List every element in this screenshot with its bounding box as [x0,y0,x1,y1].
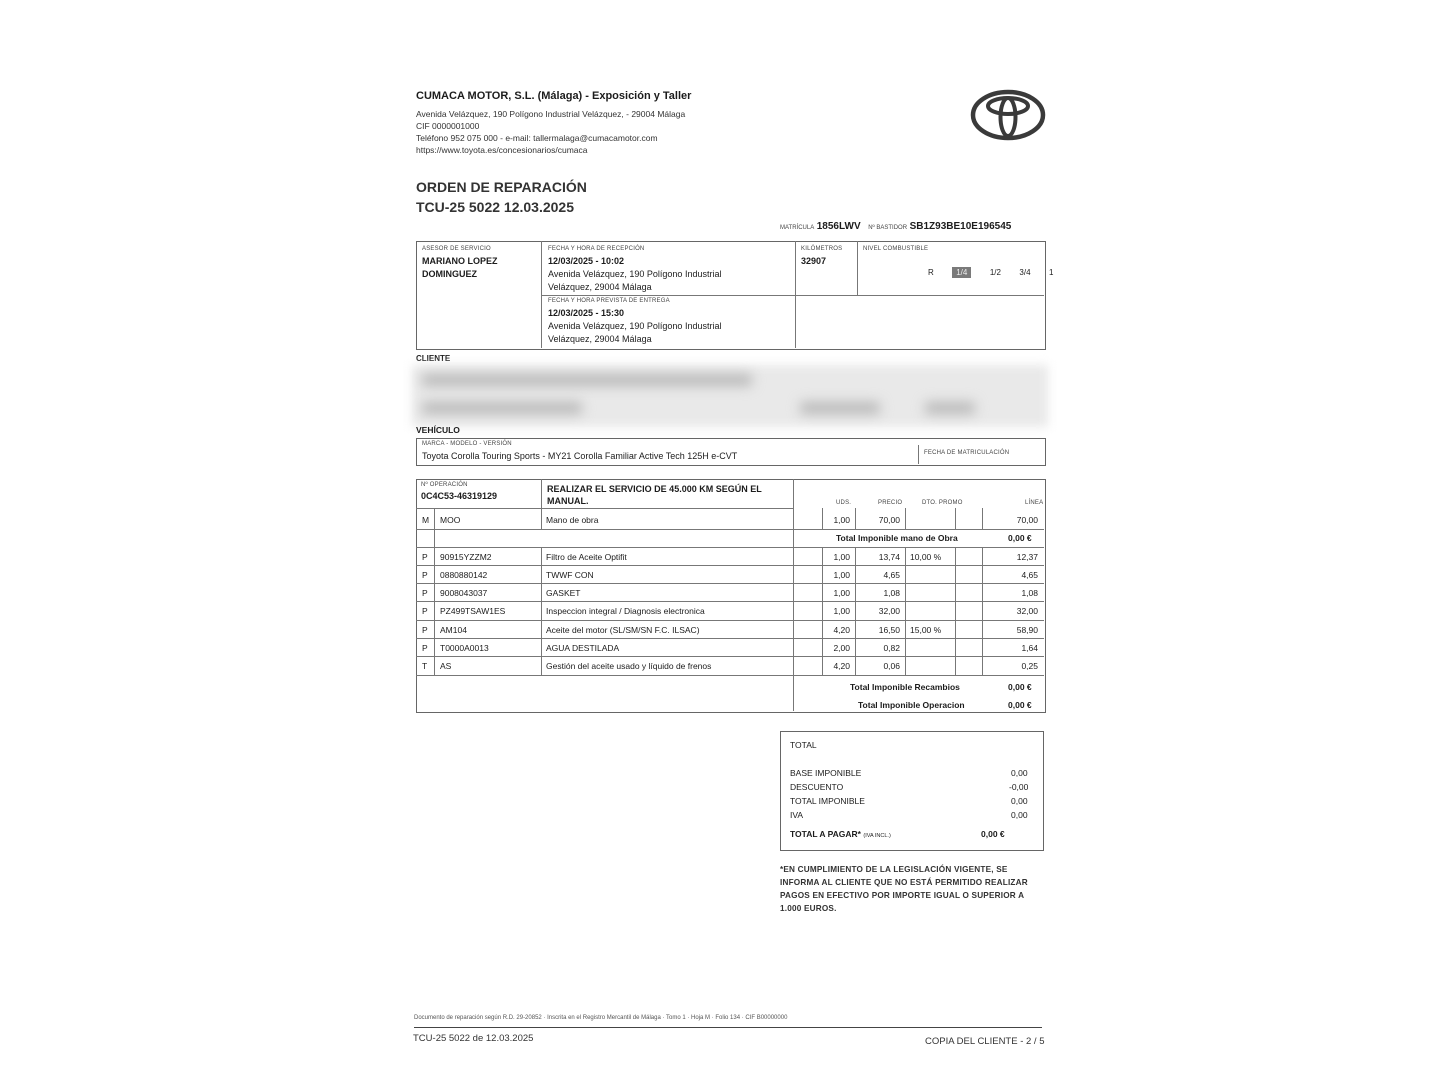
col-header-qty: UDS. [836,500,852,506]
grand-total-label [790,829,891,839]
row-total: 58,90 [1016,625,1038,635]
footer-divider [414,1027,1042,1028]
row-type: T [422,661,428,671]
table-row [416,657,1046,675]
vin-label: Nº BASTIDOR [868,225,908,231]
col-header-line: LÍNEA [1025,500,1044,506]
totals-box [780,731,1044,851]
contact-line: Teléfono 952 075 000 - e-mail: tallermalaga@cumacamotor.com [416,133,658,143]
row-qty: 2,00 [833,643,850,653]
row-total: 12,37 [1016,552,1038,562]
row-price: 1,08 [883,588,900,598]
row-price: 4,65 [883,570,900,580]
delivery-datetime: 12/03/2025 - 15:30 [548,308,625,318]
operation-number-label: Nº OPERACIÓN [421,482,468,488]
totals-title: TOTAL [790,740,817,750]
labor-row [416,511,1046,529]
km-label: KILÓMETROS [801,246,843,252]
row-description: Inspeccion integral / Diagnosis electronica [546,606,705,616]
row-code: MOO [440,515,461,525]
row-price: 0,82 [883,643,900,653]
table-row [416,639,1046,657]
row-qty: 1,00 [833,588,850,598]
delivery-label: FECHA Y HORA PREVISTA DE ENTREGA [548,298,670,304]
table-row [416,584,1046,602]
totals-taxable-label: TOTAL IMPONIBLE [790,796,865,806]
row-price: 32,00 [878,606,900,616]
row-description: Filtro de Aceite Optifit [546,552,627,562]
reception-datetime: 12/03/2025 - 10:02 [548,256,625,266]
footer-legal-text: Documento de reparación según R.D. 29-20852 · Inscrita en el Registro Mercantil de Málaga · Tomo 1 · Hoja M · Folio 134 · CIF B00000000 [414,1015,788,1021]
table-row [416,602,1046,620]
row-discount: 15,00 % [910,625,942,635]
table-row [416,566,1046,584]
footer-reference: TCU-25 5022 de 12.03.2025 [413,1033,534,1044]
row-price: 0,06 [883,661,900,671]
totals-base-label: BASE IMPONIBLE [790,768,862,778]
operation-number: 0C4C53-46319129 [421,491,498,501]
row-type: P [422,625,428,635]
footer-copy-indicator: COPIA DEL CLIENTE - 2 / 5 [925,1036,1045,1047]
row-code: 9008043037 [440,588,488,598]
row-code: AS [440,661,452,671]
vin-number: SB1Z93BE10E196545 [909,221,1012,232]
col-header-price: PRECIO [878,500,903,506]
km-value: 32907 [801,256,827,266]
row-qty: 4,20 [833,625,850,635]
grand-total-value: 0,00 € [981,829,1005,839]
document-number: TCU-25 5022 12.03.2025 [416,199,574,215]
row-description: Gestión del aceite usado y líquido de frenos [546,661,712,671]
row-description: Aceite del motor (SL/SM/SN F.C. ILSAC) [546,625,700,635]
reception-address-2: Velázquez, 29004 Málaga [548,282,652,292]
row-description: Mano de obra [546,515,599,525]
row-code: 90915YZZM2 [440,552,492,562]
row-code: 0880880142 [440,570,488,580]
row-type: P [422,570,428,580]
row-total: 1,64 [1021,643,1038,653]
advisor-name: MARIANO LOPEZ DOMINGUEZ [422,256,498,279]
row-total: 32,00 [1016,606,1038,616]
vehicle-identifiers [780,221,1011,232]
operation-total-value: 0,00 € [1008,700,1032,710]
client-redacted-line [422,402,582,414]
totals-taxable-value: 0,00 [1011,796,1028,806]
advisor-label: ASESOR DE SERVICIO [422,246,491,252]
fuel-level-quarter-selected: 1/4 [952,267,971,278]
company-name: CUMACA MOTOR, S.L. (Málaga) - Exposición y Taller [416,90,692,102]
table-row [416,548,1046,566]
row-code: T0000A0013 [440,643,489,653]
row-type: P [422,643,428,653]
operation-description: REALIZAR EL SERVICIO DE 45.000 KM SEGÚN EL MANUAL. [547,484,762,506]
fuel-label: NIVEL COMBUSTIBLE [863,246,929,252]
fuel-level-full: 1 [1048,268,1054,277]
row-qty: 1,00 [833,552,850,562]
cash-payment-notice: *EN CUMPLIMIENTO DE LA LEGISLACIÓN VIGENTE, SE INFORMA AL CLIENTE QUE NO ESTÁ PERMITIDO REALIZAR PAGOS EN EFECTIVO POR IMPORTE IGUAL O SUPERIOR A 1.000 EUROS. [780,865,1028,913]
delivery-address-1: Avenida Velázquez, 190 Polígono Industrial [548,321,722,331]
row-qty: 4,20 [833,661,850,671]
plate-number: 1856LWV [816,221,861,232]
reception-label: FECHA Y HORA DE RECEPCIÓN [548,246,645,252]
labor-total-value: 0,00 € [1008,533,1032,543]
totals-discount-label: DESCUENTO [790,782,844,792]
vehicle-model-label: MARCA - MODELO - VERSIÓN [422,441,512,447]
row-total: 1,08 [1021,588,1038,598]
operation-total-label: Total Imponible Operacion [858,700,965,710]
row-price: 13,74 [878,552,900,562]
client-redacted-line [800,402,880,414]
row-description: TWWF CON [546,570,594,580]
website-line: https://www.toyota.es/concesionarios/cumaca [416,145,588,155]
row-description: AGUA DESTILADA [546,643,620,653]
fuel-gauge [928,262,1067,280]
row-price: 70,00 [878,515,900,525]
parts-total-label: Total Imponible Recambios [850,682,960,692]
reception-address-1: Avenida Velázquez, 190 Polígono Industrial [548,269,722,279]
row-price: 16,50 [878,625,900,635]
table-row [416,621,1046,639]
fuel-level-three-quarters: 3/4 [1019,268,1031,277]
client-label: CLIENTE [416,354,451,363]
totals-vat-value: 0,00 [1011,810,1028,820]
registration-date-label: FECHA DE MATRICULACIÓN [924,450,1010,456]
row-description: GASKET [546,588,581,598]
vehicle-model: Toyota Corolla Touring Sports - MY21 Corolla Familiar Active Tech 125H e-CVT [422,451,738,461]
client-redacted-line [422,374,752,386]
row-type: P [422,552,428,562]
grand-total-note: (IVA INCL.) [863,833,891,839]
delivery-address-2: Velázquez, 29004 Málaga [548,334,652,344]
plate-label: MATRÍCULA [780,225,815,231]
toyota-logo-icon [970,89,1046,141]
grand-total-text: TOTAL A PAGAR* [790,829,861,839]
row-total: 0,25 [1021,661,1038,671]
row-qty: 1,00 [833,515,850,525]
row-discount: 10,00 % [910,552,942,562]
fuel-level-half: 1/2 [989,268,1001,277]
vehicle-label: VEHÍCULO [416,425,460,435]
row-code: PZ499TSAW1ES [440,606,506,616]
row-qty: 1,00 [833,570,850,580]
totals-base-value: 0,00 [1011,768,1028,778]
totals-vat-label: IVA [790,810,804,820]
col-header-promo: DTO. PROMO [922,500,963,506]
fuel-level-reserve: R [928,268,934,277]
cif-line: CIF 0000001000 [416,121,480,131]
company-address [416,108,685,156]
client-redacted-line [925,402,975,414]
labor-total-label: Total Imponible mano de Obra [836,533,958,543]
document-title: ORDEN DE REPARACIÓN [416,179,587,195]
row-total: 70,00 [1016,515,1038,525]
row-type: P [422,606,428,616]
row-type: P [422,588,428,598]
row-type: M [422,515,430,525]
totals-discount-value: -0,00 [1009,782,1029,792]
parts-total-value: 0,00 € [1008,682,1032,692]
row-code: AM104 [440,625,467,635]
row-total: 4,65 [1021,570,1038,580]
address-line: Avenida Velázquez, 190 Polígono Industrial Velázquez, - 29004 Málaga [416,109,686,119]
row-qty: 1,00 [833,606,850,616]
